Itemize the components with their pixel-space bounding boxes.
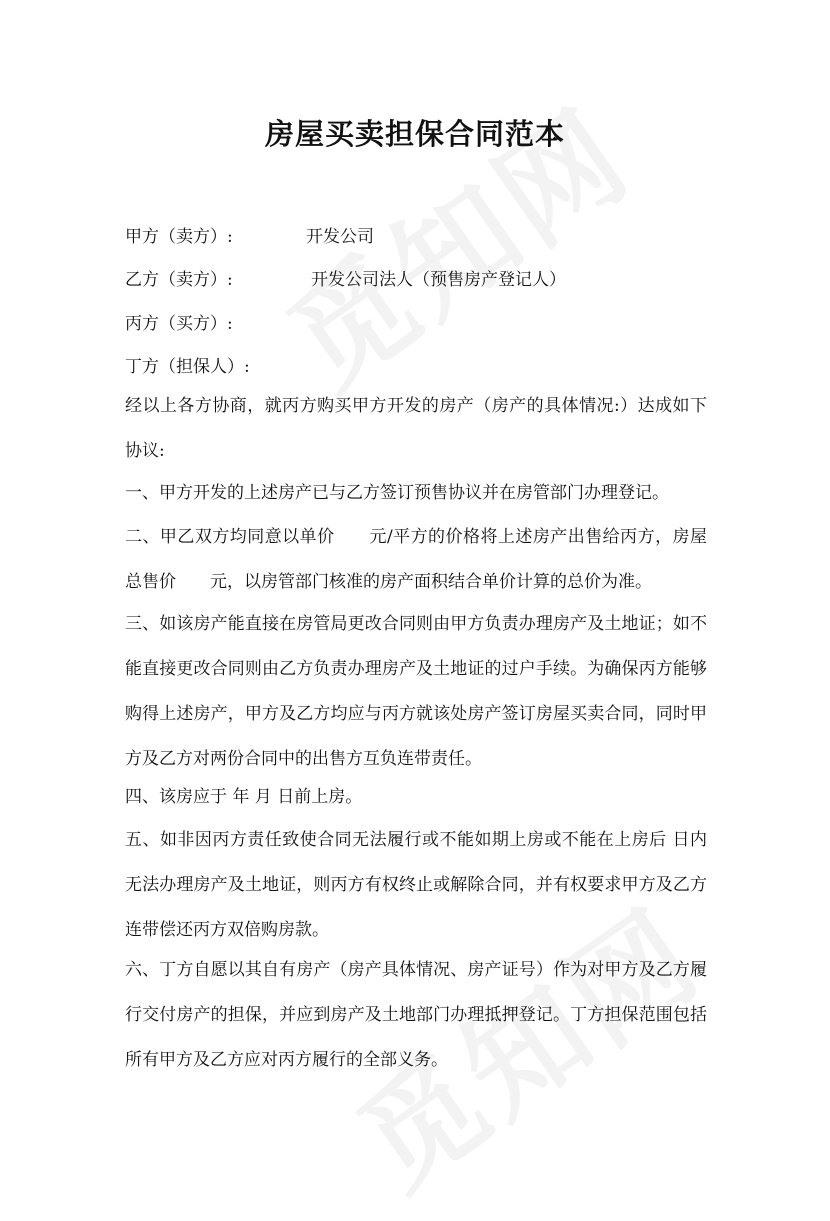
clause-4: 四、该房应于 年 月 日前上房。 <box>125 787 363 807</box>
clause-2: 二、甲乙双方均同意以单价 元/平方的价格将上述房产出售给丙方，房屋总售价 元，以房管部门核准的房产面积结合单价计算的总价为准。 <box>125 527 707 592</box>
party-d-label: 丁方（担保人）: <box>125 357 250 377</box>
party-a-label: 甲方（卖方）: <box>125 227 233 247</box>
party-b-value: 开发公司法人（预售房产登记人） <box>311 270 566 290</box>
clause-6: 六、丁方自愿以其自有房产（房产具体情况、房产证号）作为对甲方及乙方履行交付房产的担保，并应到房产及土地部门办理抵押登记。丁方担保范围包括所有甲方及乙方应对丙方履行的全部义务。 <box>125 960 707 1070</box>
document-title: 房屋买卖担保合同范本 <box>264 117 565 151</box>
clause-5: 五、如非因丙方责任致使合同无法履行或不能如期上房或不能在上房后 日内无法办理房产及土地证，则丙方有权终止或解除合同，并有权要求甲方及乙方连带偿还丙方双倍购房款。 <box>125 830 707 940</box>
party-b-label: 乙方（卖方）: <box>125 270 233 290</box>
intro-paragraph: 经以上各方协商，就丙方购买甲方开发的房产（房产的具体情况:）达成如下协议: <box>125 396 707 461</box>
party-a-value: 开发公司 <box>306 227 374 247</box>
clause-3: 三、如该房产能直接在房管局更改合同则由甲方负责办理房产及土地证；如不能直接更改合同则由乙方负责办理房产及土地证的过户手续。为确保丙方能够购得上述房产，甲方及乙方均应与丙方就该处房产签订房屋买卖合同，同时甲方及乙方对两份合同中的出售方互负连带责任。 <box>125 614 707 769</box>
party-c-label: 丙方（买方）: <box>125 314 233 334</box>
clause-1: 一、甲方开发的上述房产已与乙方签订预售协议并在房管部门办理登记。 <box>125 483 669 503</box>
